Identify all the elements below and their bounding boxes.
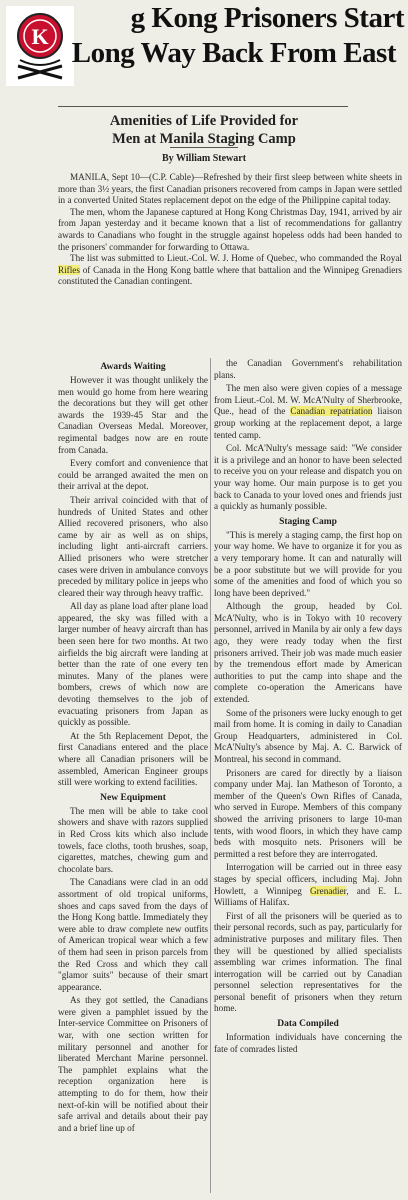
right-column [214,358,402,1057]
headline-rule [58,106,348,107]
intro-paragraph-3: The list was submitted to Lieut.-Col. W. J. Home of Quebec, who commanded the Royal Rifles of Canada in the Hong Kong battle where that battalion and the Winnipeg Grenadiers constituted the Canadian contingent. [58,253,402,287]
right-heading: Data Compiled [277,1019,339,1030]
headline-line-1: g Kong Prisoners Start [130,2,404,34]
right-paragraph: Some of the prisoners were lucky enough to get mail from home. It is coming in daily to Canadian Group Headquarters, administered in Col. McA'Nulty's absence by Maj. A. C. Barwick of Montreal, his second in command. [214,707,402,764]
intro-section [58,172,402,288]
intro-paragraph-1: MANILA, Sept 10—(C.P. Cable)—Refreshed by their first sleep between white sheets in more than 3½ years, the first Canadian prisoners recovered from camps in Japan were settled in a converted United States replacement depot on the edge of the Philippine capital today. [58,172,402,206]
column-separator [210,358,211,1193]
left-paragraph: As they got settled, the Canadians were given a pamphlet issued by the Inter-service Committee on Prisoners of war, with one section written for military personnel and another for liberated Merchant Marine personnel. The pamphlet explains what the reception organization here is attempting to do for them, how their next-of-kin will be notified about their safe arrival and details about their pay and a brief line up of [58,995,208,1133]
headline [30,0,404,70]
left-column [58,358,208,1136]
intro-paragraph-2: The men, whom the Japanese captured at Hong Kong Christmas Day, 1941, arrived by air from Japan yesterday and it became known that a list of recommendations for gallantry awards to Canadians who fought in the struggle against hopeless odds had been handed to the prisoners' commander for forwarding to Ottawa. [58,206,402,252]
right-paragraph: "This is merely a staging camp, the first hop on your way home. We have to organize it for you as a very temporary home. It can and naturally will be a poor substitute but we will provide for you some of the amenities and food of which you so long have been deprived." [214,529,402,598]
right-paragraph: Although the group, headed by Col. McA'Nulty, who is in Tokyo with 10 recovery personnel, arrived in Manila by air only a few days ago, they were ready today when the first prisoners arrived. Their job was made much easier by the tremendous effort made by American authorities to put the camp into shape and the complete co-operation the Americans have extended. [214,601,402,705]
left-paragraph: Every comfort and convenience that could be arranged awaited the men on their arrival at the depot. [58,458,208,492]
right-paragraph: Prisoners are cared for directly by a liaison company under Maj. Ian Matheson of Toronto, a member of the Queen's Own Rifles of Canada, who served in Europe. Members of this company showed the arriving prisoners to large 10-man tents, with wood floors, in which they have camp beds with mosquito nets. Prisoners will be permitted a rest before they are interrogated. [214,767,402,859]
left-heading: New Equipment [100,792,166,803]
highlighted-text: Canadian repatriation [290,406,373,417]
headline-line-2: Long Way Back From East [71,37,396,69]
left-paragraph: All day as plane load after plane load appeared, the sky was filled with a larger number of heavy aircraft than has been seen here for two months. At two airfields the big aircraft were landing at better than the rate of one every ten minutes. Many of the planes were bombers, crews of which now are devoting themselves to the job of evacuating prisoners from Japan as quickly as possible. [58,601,208,728]
left-heading: Awards Waiting [100,362,166,372]
svg-text:K: K [31,24,49,49]
highlighted-text: Grenadier [309,885,347,896]
highlighted-text: Rifles [58,264,80,275]
right-paragraph: The men also were given copies of a message from Lieut.-Col. M. W. McA'Nulty of Sherbrooke, Que., head of the Canadian repatriation liaison group working at the replacement depot, a large tented camp. [214,383,403,440]
right-paragraph: First of all the prisoners will be queried as to their personal records, such as pay, particularly for administrative purposes and military files. Then they will be questioned by allied specialists assembling war crimes information. The final interrogation will be carried out by Canadian personnel selection representatives for the personal benefit of prisoners when they return home. [214,910,402,1014]
left-paragraph: At the 5th Replacement Depot, the first Canadians entered and the place where all Canadian prisoners will be assembled, American Engineer groups still were working to extend facilities. [58,730,208,788]
left-paragraph: However it was thought unlikely the men would go home from here wearing the decorations but they will get other awards the 1939-45 Star and the Canadian Overseas Medal. Moreover, regimental badges now are en route from Canada. [58,375,208,455]
byline: By William Stewart [161,153,247,164]
subheadline-line-1: Amenities of Life Provided for [109,113,299,129]
right-paragraph: the Canadian Government's rehabilitation plans. [214,358,402,380]
subheadline-line-2: Men at Manila Staging Camp [112,131,296,147]
right-paragraph: Interrogation will be carried out in three easy stages by special officers, including Maj. John Howlett, a Winnipeg Grenadier, and E. L. Williams of Halifax. [214,862,402,908]
left-paragraph: The men will be able to take cool showers and shave with razors supplied in Red Cross kits which also include towels, face cloths, tooth brushes, soap, cigarettes, matches, chewing gum and chocolate bars. [58,805,208,874]
left-paragraph: The Canadians were clad in an odd assortment of old tropical uniforms, shoes and caps saved from the days of the Hong Kong battle. Immediately they were able to draw complete new outfits of American tropical wear which a few of them had seen in prison parcels from the Red Cross and which they call "glamor suits" because of their smart appearance. [58,877,208,992]
byline-rule [170,147,238,148]
right-heading: Staging Camp [279,516,337,527]
right-paragraph: Information individuals have concerning the fate of comrades listed [214,1032,402,1054]
subheadline [60,112,348,148]
left-paragraph: Their arrival coincided with that of hundreds of United States and other Allied recovered prisoners, who also came by air as well as on ships, including light anti-aircraft carriers. Allied prisoners who were stretcher cases were driven in ambulance convoys preceded by military police in jeeps who cleared their way through heavy traffic. [58,494,208,598]
right-paragraph: Col. McA'Nulty's message said: "We consider it is a privilege and an honor to have been selected to receive you on your release and dispatch you on your way home. Our main purpose is to get you back to Canada to your loved ones and friends just a quickly as humanly possible. [214,443,402,512]
